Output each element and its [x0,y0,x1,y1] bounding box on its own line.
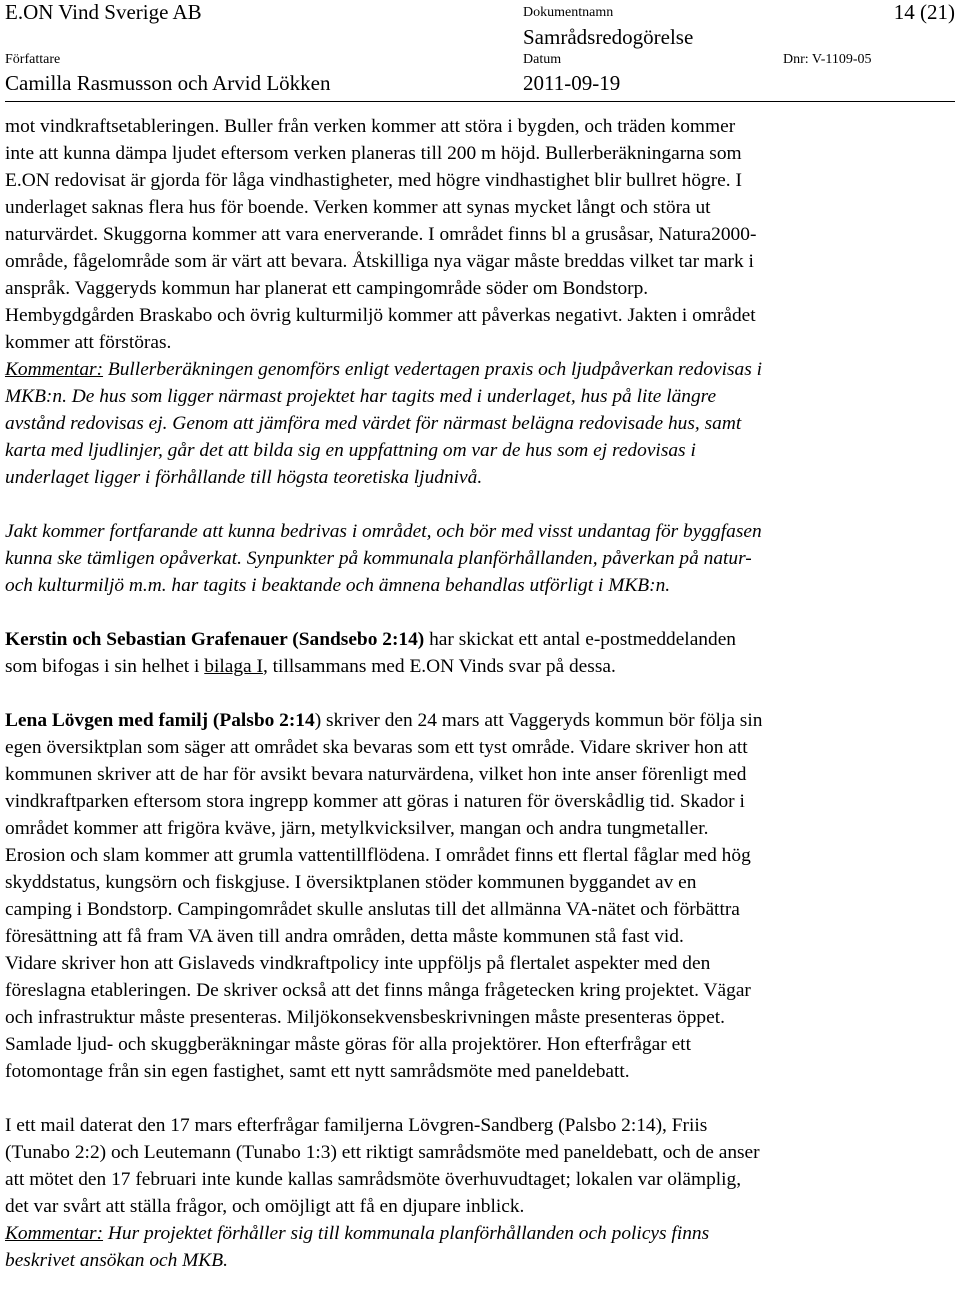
comment-line: avstånd redovisas ej. Genom att jämföra med värdet för närmast belägna redovisade hus, samt [5,413,742,434]
text-line: kommunen skriver att de har för avsikt bevara naturvärdena, vilket hon inte anser förenligt med [5,764,747,785]
document-name: Samrådsredogörelse [523,25,694,49]
text-line: föresättning att få fram VA även till andra områden, detta måste kommunen stå fast vid. [5,926,684,947]
comment-text: Bullerberäkningen genomförs enligt vedertagen praxis och ljudpåverkan redovisas i [103,359,762,380]
comment-line: kunna ske tämligen opåverkat. Synpunkter på kommunala planförhållanden, påverkan på natur- [5,548,752,569]
text-line: område, fågelområde som är värt att bevara. Åtskilliga nya vägar måste breddas vilket tar mark i [5,251,754,272]
text-line: underlaget saknas flera hus för boende. Verken kommer att synas mycket långt och störa ut [5,197,711,218]
paragraph-gap [5,599,955,626]
text-span: som bifogas i sin helhet i [5,656,205,677]
document-date: 2011-09-19 [523,71,621,95]
page-header [5,0,955,110]
date-label: Datum [523,52,562,67]
text-line: kommer att förstöras. [5,332,172,353]
document-number: Dnr: V-1109-05 [783,52,872,67]
text-span: , tillsammans med E.ON Vinds svar på dessa. [262,656,616,677]
comment-text: Hur projektet förhåller sig till kommunala planförhållanden och policys finns [103,1223,710,1244]
text-line: området kommer att frigöra kväve, järn, metylkvicksilver, mangan och andra tungmetaller. [5,818,709,839]
document-page [5,0,955,1271]
comment-label: Kommentar: [5,1223,104,1244]
company-name: E.ON Vind Sverige AB [5,0,202,24]
comment-line [5,356,955,383]
text-line: anspråk. Vaggeryds kommun har planerat ett campingområde söder om Bondstorp. [5,278,649,299]
comment-line: och kulturmiljö m.m. har tagits i beaktande och ämnena behandlas utförligt i MKB:n. [5,575,671,596]
text-line: Hembygdgården Braskabo och övrig kulturmiljö kommer att påverkas negativt. Jakten i området [5,305,756,326]
text-line: Samlade ljud- och skuggberäkningar måste göras för alla projektörer. Hon efterfrågar ett [5,1034,691,1055]
text-line: E.ON redovisat är gjorda för låga vindhastigheter, med högre vindhastighet blir bullret högre. I [5,170,742,191]
comment-line [5,1220,955,1247]
text-line: (Tunabo 2:2) och Leutemann (Tunabo 1:3) ett riktigt samrådsmöte med paneldebatt, och de anser [5,1142,760,1163]
attachment-link[interactable]: bilaga I [204,656,263,677]
author-label: Författare [5,52,61,67]
sender-name: Kerstin och Sebastian Grafenauer (Sandsebo 2:14) [5,629,425,650]
text-line: det var svårt att ställa frågor, och omöjligt att få en djupare inblick. [5,1196,525,1217]
comment-line: underlaget ligger i förhållande till högsta teoretiska ljudnivå. [5,467,483,488]
text-span: har skickat ett antal e-postmeddelanden [424,629,736,650]
comment-label: Kommentar: [5,359,104,380]
text-line: inte att kunna dämpa ljudet eftersom verken planeras till 200 m höjd. Bullerberäkningarna som [5,143,742,164]
paragraph-gap [5,680,955,707]
text-line: skyddstatus, kungsörn och fiskgjuse. I översiktplanen stöder kommunen byggandet av en [5,872,697,893]
text-span: ) skriver den 24 mars att Vaggeryds kommun bör följa sin [314,710,763,731]
text-line: camping i Bondstorp. Campingområdet skulle anslutas till det allmänna VA-nätet och förbättra [5,899,740,920]
text-line: naturvärdet. Skuggorna kommer att vara enerverande. I området finns bl a grusåsar, Natura2000- [5,224,757,245]
text-line [5,707,955,734]
document-name-label: Dokumentnamn [523,5,614,20]
comment-line: karta med ljudlinjer, går det att bilda sig en uppfattning om var de hus som ej redovisas i [5,440,696,461]
text-line: fotomontage från sin egen fastighet, samt ett nytt samrådsmöte med paneldebatt. [5,1061,630,1082]
text-line: vindkraftparken eftersom stora ingrepp kommer att göras i naturen för överskådlig tid. Skador i [5,791,745,812]
header-divider [5,101,955,102]
comment-line: beskrivet ansökan och MKB. [5,1250,228,1271]
text-line [5,626,955,653]
text-line: mot vindkraftsetableringen. Buller från verken kommer att störa i bygden, och träden kommer [5,116,736,137]
text-line: Vidare skriver hon att Gislaveds vindkraftpolicy inte uppföljs på flertalet aspekter med den [5,953,711,974]
comment-line: MKB:n. De hus som ligger närmast projektet har tagits med i underlaget, hus på lite längre [5,386,717,407]
text-line: egen översiktplan som säger att området ska bevaras som ett tyst område. Vidare skriver hon att [5,737,748,758]
text-line: föreslagna etableringen. De skriver också att det finns många frågetecken kring projektet. Vägar [5,980,751,1001]
page-number: 14 (21) [893,0,955,24]
text-line: att mötet den 17 februari inte kunde kallas samrådsmöte överhuvudtaget; lokalen var olämplig, [5,1169,742,1190]
text-line: och infrastruktur måste presenteras. Miljökonsekvensbeskrivningen måste presenteras öppet. [5,1007,725,1028]
paragraph-gap [5,491,955,518]
body-text [5,113,955,1274]
sender-name: Lena Lövgen med familj (Palsbo 2:14 [5,710,315,731]
authors: Camilla Rasmusson och Arvid Lökken [5,71,331,95]
text-line [5,653,955,680]
comment-line: Jakt kommer fortfarande att kunna bedrivas i området, och bör med visst undantag för byggfasen [5,521,762,542]
text-line: I ett mail daterat den 17 mars efterfrågar familjerna Lövgren-Sandberg (Palsbo 2:14), Friis [5,1115,708,1136]
text-line: Erosion och slam kommer att grumla vattentillflödena. I området finns ett flertal fåglar med hög [5,845,751,866]
paragraph-gap [5,1085,955,1112]
